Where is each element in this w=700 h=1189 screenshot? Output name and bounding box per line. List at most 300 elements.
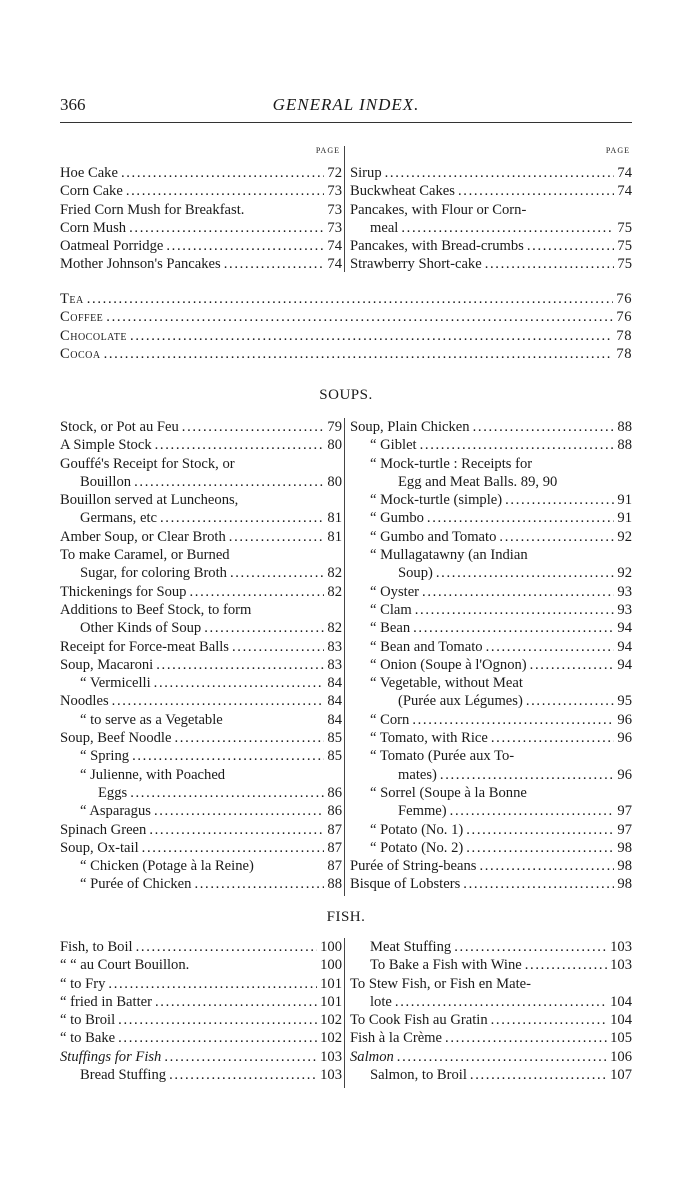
entry-text: Pancakes, with Bread-crumbs bbox=[350, 238, 524, 255]
dot-leader bbox=[130, 327, 613, 345]
entry-page-number: 101 bbox=[320, 975, 342, 992]
index-entry bbox=[350, 938, 632, 956]
entry-page-number: 73 bbox=[327, 201, 342, 218]
entry-page-number: 84 bbox=[327, 711, 342, 728]
entry-text: Amber Soup, or Clear Broth bbox=[60, 528, 226, 545]
entry-text: lote bbox=[370, 993, 392, 1010]
dot-leader bbox=[104, 345, 614, 363]
dot-leader bbox=[450, 802, 615, 820]
index-entry bbox=[350, 975, 632, 993]
index-entry bbox=[60, 564, 342, 582]
entry-page-number: 98 bbox=[617, 858, 632, 875]
entry-page-number: 86 bbox=[327, 784, 342, 801]
entry-page-number: 88 bbox=[617, 437, 632, 454]
entry-text: Chocolate bbox=[60, 327, 128, 344]
dot-leader bbox=[422, 583, 614, 601]
running-head: GENERAL INDEX. bbox=[272, 95, 420, 114]
dot-leader bbox=[485, 255, 615, 273]
index-entry bbox=[60, 164, 342, 182]
dot-leader bbox=[491, 729, 615, 747]
entry-text: Hoe Cake bbox=[60, 165, 118, 181]
index-entry bbox=[60, 1066, 342, 1084]
entry-page-number: 97 bbox=[617, 803, 632, 820]
entry-text: “ to Fry bbox=[60, 975, 106, 992]
entry-text: Other Kinds of Soup bbox=[80, 620, 202, 637]
index-entry bbox=[350, 638, 632, 656]
entry-text: Mother Johnson's Pancakes bbox=[60, 256, 221, 273]
index-entry bbox=[60, 583, 342, 601]
dot-leader bbox=[130, 784, 324, 802]
index-entry bbox=[350, 1011, 632, 1029]
entry-text: “ Gumbo and Tomato bbox=[370, 528, 497, 545]
index-entry bbox=[350, 436, 632, 454]
entry-text: “ Julienne, with Poached bbox=[80, 766, 226, 783]
index-entry bbox=[350, 747, 632, 765]
breakfast-section bbox=[60, 146, 632, 278]
index-entry bbox=[60, 201, 342, 219]
entry-text: Strawberry Short-cake bbox=[350, 256, 482, 273]
index-entry bbox=[350, 1048, 632, 1066]
entry-text: Coffee bbox=[60, 309, 104, 326]
dot-leader bbox=[505, 491, 614, 509]
entry-text: “ Spring bbox=[80, 748, 130, 765]
dot-leader bbox=[132, 747, 324, 765]
index-entry bbox=[350, 237, 632, 255]
entry-page-number: 87 bbox=[327, 821, 342, 838]
entry-page-number: 85 bbox=[327, 730, 342, 747]
entry-page-number: 96 bbox=[617, 730, 632, 747]
entry-page-number: 103 bbox=[320, 1067, 342, 1084]
entry-page-number: 98 bbox=[617, 876, 632, 893]
entry-text: Noodles bbox=[60, 693, 109, 710]
index-entry bbox=[350, 875, 632, 893]
page-column-label: PAGE bbox=[315, 146, 340, 155]
entry-text: “ Vegetable, without Meat bbox=[370, 675, 523, 692]
entry-page-number: 81 bbox=[327, 510, 342, 527]
entry-page-number: 75 bbox=[617, 256, 632, 273]
entry-page-number: 75 bbox=[617, 238, 632, 255]
fish-left-column bbox=[60, 938, 342, 1084]
entry-text: Femme) bbox=[398, 803, 447, 820]
entry-page-number: 82 bbox=[327, 620, 342, 637]
entry-text: mates) bbox=[398, 766, 437, 783]
index-entry bbox=[60, 747, 342, 765]
entry-text: Sugar, for coloring Broth bbox=[80, 565, 227, 582]
dot-leader bbox=[440, 766, 615, 784]
entry-text: “ Corn bbox=[370, 711, 410, 728]
entry-page-number: 75 bbox=[617, 219, 632, 236]
entry-text: Meat Stuffing bbox=[370, 939, 452, 955]
entry-page-number: 103 bbox=[610, 957, 632, 974]
dot-leader bbox=[142, 839, 325, 857]
entry-text: Pancakes, with Flour or Corn- bbox=[350, 201, 527, 218]
index-entry bbox=[350, 418, 632, 436]
entry-text: To make Caramel, or Burned bbox=[60, 547, 230, 564]
index-entry bbox=[350, 784, 632, 802]
entry-text: “ Clam bbox=[370, 601, 412, 618]
dot-leader bbox=[134, 473, 324, 491]
index-entry bbox=[60, 509, 342, 527]
index-entry bbox=[350, 821, 632, 839]
entry-text: Soup, Beef Noodle bbox=[60, 730, 172, 747]
soups-heading: SOUPS. bbox=[319, 387, 373, 403]
entry-page-number: 103 bbox=[610, 939, 632, 955]
entry-text: Gouffé's Receipt for Stock, or bbox=[60, 455, 235, 472]
entry-page-number: 83 bbox=[327, 638, 342, 655]
index-entry bbox=[60, 938, 342, 956]
entry-text: Tea bbox=[60, 291, 84, 307]
entry-page-number: 74 bbox=[327, 238, 342, 255]
index-entry bbox=[60, 1011, 342, 1029]
entry-page-number: 73 bbox=[327, 219, 342, 236]
index-entry bbox=[350, 766, 632, 784]
index-entry bbox=[60, 766, 342, 784]
dot-leader bbox=[395, 993, 607, 1011]
entry-page-number: 98 bbox=[617, 839, 632, 856]
index-entry bbox=[60, 674, 342, 692]
index-entry bbox=[60, 528, 342, 546]
entry-page-number: 81 bbox=[327, 528, 342, 545]
entry-text: “ Vermicelli bbox=[80, 675, 151, 692]
entry-page-number: 78 bbox=[616, 327, 632, 344]
header-rule bbox=[60, 122, 632, 123]
entry-text: To Stew Fish, or Fish en Mate- bbox=[350, 975, 531, 992]
entry-text: Egg and Meat Balls. 89, 90 bbox=[398, 473, 558, 490]
entry-page-number: 97 bbox=[617, 821, 632, 838]
entry-page-number: 82 bbox=[327, 565, 342, 582]
dot-leader bbox=[121, 164, 324, 182]
dot-leader bbox=[479, 857, 614, 875]
entry-page-number: 96 bbox=[617, 766, 632, 783]
entry-text: “ “ au Court Bouillon. bbox=[60, 957, 190, 974]
entry-page-number: 80 bbox=[327, 473, 342, 490]
index-entry bbox=[60, 473, 342, 491]
index-entry bbox=[60, 491, 342, 509]
entry-text: Purée of String-beans bbox=[350, 858, 477, 875]
page-number: 366 bbox=[60, 95, 86, 114]
dot-leader bbox=[224, 255, 325, 273]
index-entry bbox=[60, 601, 342, 619]
index-entry bbox=[350, 993, 632, 1011]
entry-page-number: 74 bbox=[327, 256, 342, 273]
entry-text: Bisque of Lobsters bbox=[350, 876, 461, 893]
entry-page-number: 94 bbox=[617, 620, 632, 637]
entry-text: “ Purée of Chicken bbox=[80, 876, 192, 893]
soups-right-column bbox=[350, 418, 632, 894]
column-divider bbox=[344, 418, 345, 896]
entry-text: Additions to Beef Stock, to form bbox=[60, 601, 252, 618]
index-entry bbox=[350, 455, 632, 473]
entry-text: “ Potato (No. 2) bbox=[370, 839, 464, 856]
index-entry bbox=[350, 1029, 632, 1047]
index-entry bbox=[60, 418, 342, 436]
entry-page-number: 105 bbox=[610, 1030, 632, 1047]
entry-page-number: 92 bbox=[617, 528, 632, 545]
dot-leader bbox=[412, 711, 614, 729]
entry-page-number: 104 bbox=[610, 993, 632, 1010]
entry-text: Corn Cake bbox=[60, 183, 123, 200]
index-entry bbox=[350, 692, 632, 710]
entry-text: Bouillon served at Luncheons, bbox=[60, 492, 239, 509]
entry-text: “ to Broil bbox=[60, 1012, 116, 1029]
dot-leader bbox=[436, 564, 615, 582]
entry-page-number: 84 bbox=[327, 675, 342, 692]
dot-leader bbox=[106, 308, 613, 326]
entry-text: “ Chicken (Potage à la Reine) bbox=[80, 858, 254, 875]
entry-text: Soup, Macaroni bbox=[60, 656, 154, 673]
entry-page-number: 91 bbox=[617, 492, 632, 509]
entry-text: “ to serve as a Vegetable bbox=[80, 711, 223, 728]
index-entry bbox=[350, 729, 632, 747]
entry-text: (Purée aux Légumes) bbox=[398, 693, 523, 710]
dot-leader bbox=[149, 821, 324, 839]
entry-text: “ Onion (Soupe à l'Ognon) bbox=[370, 656, 527, 673]
index-entry bbox=[60, 219, 342, 237]
entry-text: Bouillon bbox=[80, 473, 132, 490]
entry-page-number: 85 bbox=[327, 748, 342, 765]
dot-leader bbox=[160, 509, 324, 527]
entry-page-number: 92 bbox=[617, 565, 632, 582]
entry-page-number: 76 bbox=[616, 291, 632, 307]
entry-text: Stuffings for Fish bbox=[60, 1048, 162, 1065]
beverages-section bbox=[60, 290, 632, 363]
index-entry bbox=[60, 839, 342, 857]
entry-page-number: 72 bbox=[327, 165, 342, 181]
entry-text: Soup) bbox=[398, 565, 433, 582]
entry-text: Oatmeal Porridge bbox=[60, 238, 164, 255]
entry-page-number: 104 bbox=[610, 1012, 632, 1029]
entry-text: “ fried in Batter bbox=[60, 993, 152, 1010]
entry-text: Fish à la Crème bbox=[350, 1030, 443, 1047]
index-entry bbox=[60, 345, 632, 363]
entry-page-number: 80 bbox=[327, 437, 342, 454]
entry-page-number: 102 bbox=[320, 1030, 342, 1047]
index-entry bbox=[60, 1029, 342, 1047]
dot-leader bbox=[397, 1048, 607, 1066]
dot-leader bbox=[385, 164, 615, 182]
entry-page-number: 103 bbox=[320, 1048, 342, 1065]
dot-leader bbox=[154, 802, 324, 820]
entry-text: Stock, or Pot au Feu bbox=[60, 419, 179, 435]
entry-text: Eggs bbox=[98, 784, 128, 801]
dot-leader bbox=[473, 418, 615, 436]
dot-leader bbox=[499, 528, 614, 546]
index-entry bbox=[350, 509, 632, 527]
entry-text: Spinach Green bbox=[60, 821, 147, 838]
entry-text: “ Potato (No. 1) bbox=[370, 821, 464, 838]
entry-page-number: 88 bbox=[327, 876, 342, 893]
entry-page-number: 106 bbox=[610, 1048, 632, 1065]
entry-text: A Simple Stock bbox=[60, 437, 152, 454]
dot-leader bbox=[194, 875, 324, 893]
index-entry bbox=[60, 237, 342, 255]
soups-left-column bbox=[60, 418, 342, 894]
entry-text: “ Tomato (Purée aux To- bbox=[370, 748, 515, 765]
entry-page-number: 94 bbox=[617, 656, 632, 673]
dot-leader bbox=[526, 692, 615, 710]
entry-page-number: 76 bbox=[616, 309, 632, 326]
entry-text: “ Sorrel (Soupe à la Bonne bbox=[370, 784, 527, 801]
dot-leader bbox=[156, 656, 324, 674]
index-entry bbox=[350, 255, 632, 273]
fish-heading: FISH. bbox=[326, 909, 366, 925]
index-entry bbox=[60, 455, 342, 473]
dot-leader bbox=[527, 237, 615, 255]
dot-leader bbox=[525, 956, 607, 974]
entry-page-number: 100 bbox=[320, 939, 342, 955]
entry-text: To Bake a Fish with Wine bbox=[370, 957, 522, 974]
entry-text: “ Mullagatawny (an Indian bbox=[370, 547, 528, 564]
dot-leader bbox=[169, 1066, 317, 1084]
index-entry bbox=[350, 164, 632, 182]
entry-text: Thickenings for Soup bbox=[60, 583, 187, 600]
dot-leader bbox=[232, 638, 324, 656]
dot-leader bbox=[136, 938, 318, 956]
entry-text: Salmon, to Broil bbox=[370, 1067, 467, 1084]
page-column-label: PAGE bbox=[605, 146, 630, 155]
entry-text: Soup, Plain Chicken bbox=[350, 419, 470, 435]
dot-leader bbox=[126, 182, 325, 200]
entry-text: Sirup bbox=[350, 165, 382, 181]
index-entry bbox=[60, 975, 342, 993]
column-divider bbox=[344, 146, 345, 272]
entry-text: To Cook Fish au Gratin bbox=[350, 1012, 488, 1029]
index-entry bbox=[60, 821, 342, 839]
index-entry bbox=[60, 993, 342, 1011]
entry-text: Germans, etc bbox=[80, 510, 157, 527]
index-entry bbox=[350, 802, 632, 820]
entry-page-number: 79 bbox=[327, 419, 342, 435]
dot-leader bbox=[420, 436, 615, 454]
entry-text: Fish, to Boil bbox=[60, 939, 133, 955]
entry-page-number: 93 bbox=[617, 601, 632, 618]
entry-text: Cocoa bbox=[60, 345, 101, 362]
entry-text: “ Oyster bbox=[370, 583, 420, 600]
entry-text: Bread Stuffing bbox=[80, 1067, 167, 1084]
index-entry bbox=[350, 219, 632, 237]
entry-page-number: 95 bbox=[617, 693, 632, 710]
entry-page-number: 102 bbox=[320, 1012, 342, 1029]
entry-page-number: 84 bbox=[327, 693, 342, 710]
entry-text: “ to Bake bbox=[60, 1030, 116, 1047]
entry-page-number: 87 bbox=[327, 839, 342, 856]
entry-page-number: 94 bbox=[617, 638, 632, 655]
dot-leader bbox=[174, 729, 324, 747]
index-entry bbox=[350, 182, 632, 200]
entry-text: “ Mock-turtle : Receipts for bbox=[370, 455, 533, 472]
entry-page-number: 82 bbox=[327, 583, 342, 600]
index-entry bbox=[60, 290, 632, 308]
dot-leader bbox=[155, 436, 325, 454]
dot-leader bbox=[401, 219, 614, 237]
dot-leader bbox=[118, 1011, 317, 1029]
index-entry bbox=[60, 875, 342, 893]
entry-page-number: 96 bbox=[617, 711, 632, 728]
dot-leader bbox=[87, 290, 614, 308]
entry-page-number: 88 bbox=[617, 419, 632, 435]
index-entry bbox=[350, 564, 632, 582]
dot-leader bbox=[108, 975, 317, 993]
index-entry bbox=[350, 583, 632, 601]
index-entry bbox=[350, 546, 632, 564]
dot-leader bbox=[129, 219, 324, 237]
entry-text: Salmon bbox=[350, 1048, 394, 1065]
dot-leader bbox=[154, 674, 325, 692]
entry-text: “ Gumbo bbox=[370, 510, 424, 527]
index-entry bbox=[350, 839, 632, 857]
entry-page-number: 73 bbox=[327, 183, 342, 200]
index-entry bbox=[350, 674, 632, 692]
dot-leader bbox=[204, 619, 324, 637]
index-entry bbox=[60, 327, 632, 345]
dot-leader bbox=[445, 1029, 607, 1047]
dot-leader bbox=[466, 839, 614, 857]
index-entry bbox=[60, 784, 342, 802]
index-entry bbox=[350, 956, 632, 974]
entry-text: Fried Corn Mush for Breakfast. bbox=[60, 201, 245, 218]
entry-page-number: 74 bbox=[617, 183, 632, 200]
entry-text: “ Tomato, with Rice bbox=[370, 730, 488, 747]
breakfast-right-column bbox=[350, 146, 632, 274]
entry-page-number: 100 bbox=[320, 957, 342, 974]
entry-page-number: 101 bbox=[320, 993, 342, 1010]
index-entry bbox=[350, 1066, 632, 1084]
dot-leader bbox=[118, 1029, 317, 1047]
dot-leader bbox=[454, 938, 607, 956]
dot-leader bbox=[463, 875, 614, 893]
index-entry bbox=[60, 956, 342, 974]
index-entry bbox=[350, 711, 632, 729]
dot-leader bbox=[229, 528, 325, 546]
dot-leader bbox=[486, 638, 615, 656]
index-entry bbox=[350, 491, 632, 509]
entry-text: Soup, Ox-tail bbox=[60, 839, 139, 856]
index-entry bbox=[60, 1048, 342, 1066]
column-divider bbox=[344, 938, 345, 1088]
index-entry bbox=[350, 656, 632, 674]
index-entry bbox=[60, 255, 342, 273]
index-entry bbox=[60, 656, 342, 674]
index-entry bbox=[60, 182, 342, 200]
index-entry bbox=[60, 436, 342, 454]
dot-leader bbox=[491, 1011, 607, 1029]
entry-page-number: 86 bbox=[327, 803, 342, 820]
index-entry bbox=[60, 692, 342, 710]
entry-text: Buckwheat Cakes bbox=[350, 183, 455, 200]
dot-leader bbox=[530, 656, 615, 674]
index-entry bbox=[350, 201, 632, 219]
index-entry bbox=[350, 473, 632, 491]
index-entry bbox=[60, 638, 342, 656]
index-entry bbox=[350, 857, 632, 875]
index-entry bbox=[60, 308, 632, 326]
breakfast-left-column bbox=[60, 146, 342, 274]
entry-page-number: 93 bbox=[617, 583, 632, 600]
dot-leader bbox=[155, 993, 317, 1011]
index-entry bbox=[60, 546, 342, 564]
dot-leader bbox=[466, 821, 614, 839]
index-entry bbox=[60, 619, 342, 637]
entry-page-number: 74 bbox=[617, 165, 632, 181]
entry-text: “ Bean and Tomato bbox=[370, 638, 483, 655]
entry-text: meal bbox=[370, 219, 399, 236]
entry-page-number: 83 bbox=[327, 656, 342, 673]
index-entry bbox=[350, 601, 632, 619]
dot-leader bbox=[427, 509, 614, 527]
dot-leader bbox=[166, 237, 324, 255]
dot-leader bbox=[413, 619, 614, 637]
entry-text: “ Bean bbox=[370, 620, 411, 637]
